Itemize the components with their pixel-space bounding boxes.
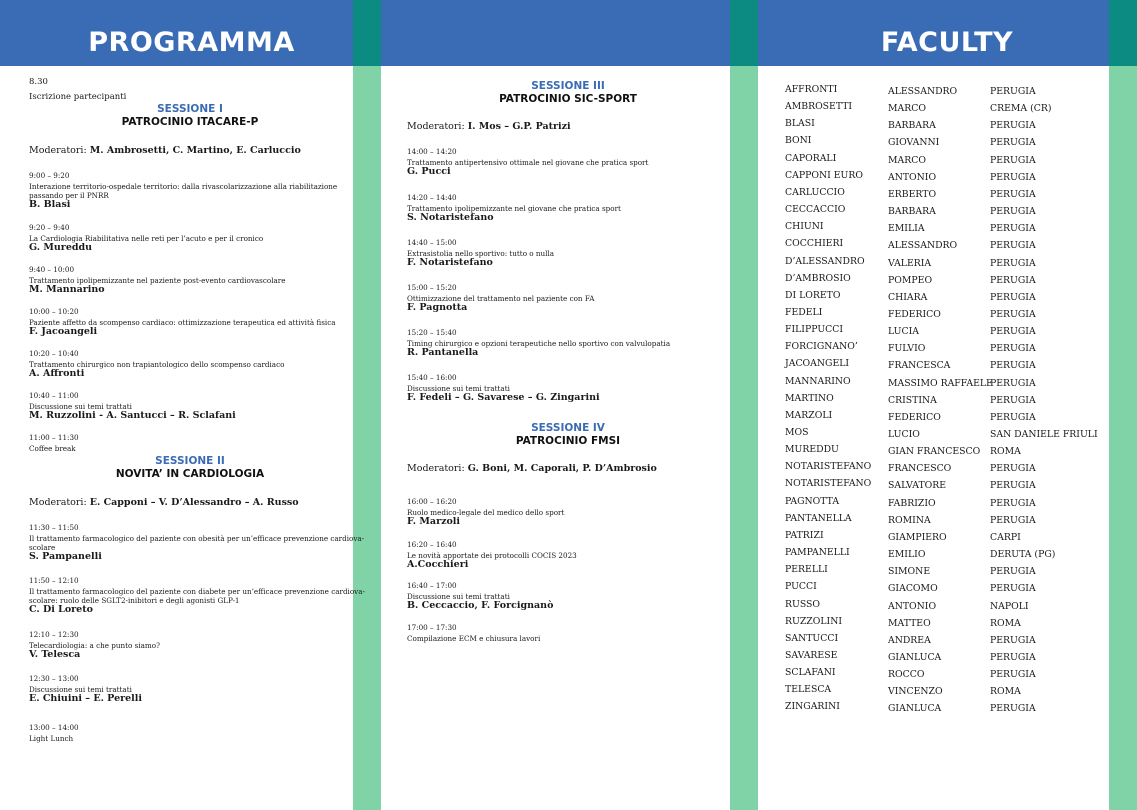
session-item-time: 11:30 – 11:50 — [29, 523, 79, 532]
session-item-time: 12:30 – 13:00 — [29, 674, 79, 683]
faculty-city: PERUGIA — [990, 120, 1036, 132]
faculty-surname: CAPORALI — [785, 152, 837, 164]
session-item-title: Telecardiologia: a che punto siamo? — [29, 641, 160, 650]
faculty-city: DERUTA (PG) — [990, 549, 1056, 561]
faculty-city: SAN DANIELE FRIULI — [990, 429, 1098, 440]
session-item-speaker: F. Jacoangeli — [29, 326, 98, 337]
session-item-time: 15:40 – 16:00 — [407, 373, 457, 382]
session-2-title: SESSIONE II — [155, 455, 225, 467]
session-item-speaker: F. Notaristefano — [407, 257, 493, 268]
moderators-label: Moderatori: — [29, 145, 87, 156]
faculty-name: MARCO — [888, 154, 926, 166]
faculty-city: PERUGIA — [990, 308, 1036, 320]
faculty-name: SALVATORE — [888, 480, 947, 492]
faculty-name: LUCIO — [888, 429, 920, 440]
faculty-city: PERUGIA — [990, 669, 1036, 681]
faculty-surname: MOS — [785, 427, 809, 438]
faculty-name: FRANCESCA — [888, 360, 951, 372]
faculty-name: ERBERTO — [888, 188, 937, 200]
faculty-name: FABRIZIO — [888, 497, 936, 509]
session-item-time: 10:40 – 11:00 — [29, 391, 79, 400]
session-2-moderators — [29, 498, 299, 507]
faculty-name: MASSIMO RAFFAELE — [888, 377, 993, 389]
session-item-title: Coffee break — [29, 444, 76, 453]
session-item-time: 15:20 – 15:40 — [407, 328, 457, 337]
faculty-city: PERUGIA — [990, 566, 1036, 578]
session-item-time: 9:00 – 9:20 — [29, 171, 70, 180]
header-band-middle — [381, 0, 730, 66]
faculty-city: PERUGIA — [990, 343, 1036, 355]
session-item-speaker: F. Pagnotta — [407, 302, 468, 313]
programma-column — [29, 66, 365, 806]
faculty-city: PERUGIA — [990, 394, 1036, 406]
faculty-city: PERUGIA — [990, 377, 1036, 389]
moderators-label: Moderatori: — [407, 121, 465, 132]
faculty-surname: JACOANGELI — [785, 358, 850, 370]
session-item-speaker: G. Pucci — [407, 166, 451, 177]
session-1-subtitle: PATROCINIO ITACARE-P — [121, 116, 259, 128]
faculty-city: PERUGIA — [990, 206, 1036, 218]
faculty-name: ANTONIO — [888, 600, 937, 612]
session-item-title-cont: passando per il PNRR — [29, 191, 109, 200]
faculty-city: PERUGIA — [990, 411, 1036, 423]
session-item-speaker: M. Ruzzolini - A. Santucci – R. Sclafani — [29, 410, 236, 421]
session-item-time: 9:40 – 10:00 — [29, 265, 75, 274]
session-item-title: Interazione territorio-ospedale territorio: dalla rivascolarizzazione alla riabilitazione — [29, 182, 338, 191]
faculty-name: ANTONIO — [888, 171, 937, 183]
faculty-surname: PERELLI — [785, 564, 828, 576]
faculty-surname: CHIUNI — [785, 221, 824, 233]
faculty-city: PERUGIA — [990, 326, 1036, 338]
faculty-surname: AFFRONTI — [785, 84, 838, 95]
faculty-city: PERUGIA — [990, 514, 1036, 526]
session-1-moderators — [29, 146, 301, 155]
faculty-surname: BONI — [785, 135, 812, 147]
session-item-title: Le novità apportate dei protocolli COCIS 2023 — [407, 551, 577, 560]
session-item-title: Discussione sui temi trattati — [29, 685, 132, 694]
session-4-moderators — [407, 464, 657, 473]
faculty-surname: MARTINO — [785, 392, 834, 404]
faculty-city: PERUGIA — [990, 634, 1036, 646]
session-4-title: SESSIONE IV — [531, 422, 605, 434]
faculty-surname: PAGNOTTA — [785, 495, 840, 507]
faculty-surname: AMBROSETTI — [785, 101, 853, 113]
session-item-title: Ruolo medico-legale del medico dello sport — [407, 508, 565, 517]
faculty-surname: D’ALESSANDRO — [785, 255, 865, 267]
session-item-speaker: S. Pampanelli — [29, 551, 102, 562]
faculty-city: ROMA — [990, 686, 1021, 698]
header-teal-2 — [730, 0, 758, 66]
session-item-time: 9:20 – 9:40 — [29, 223, 70, 232]
faculty-surname: D’AMBROSIO — [785, 272, 851, 284]
faculty-surname: PAMPANELLI — [785, 547, 850, 559]
faculty-city: PERUGIA — [990, 703, 1036, 715]
faculty-city: PERUGIA — [990, 86, 1036, 97]
faculty-surname: FEDELI — [785, 306, 823, 318]
faculty-name: ROCCO — [888, 669, 925, 681]
afternoon-column — [407, 66, 729, 806]
moderators-names: E. Capponi – V. D’Alessandro – A. Russo — [89, 497, 299, 508]
faculty-name: VINCENZO — [888, 686, 943, 698]
session-item-title: Discussione sui temi trattati — [407, 384, 510, 393]
start-time: 8.30 — [29, 77, 48, 87]
faculty-surname: NOTARISTEFANO — [785, 461, 872, 473]
faculty-surname: PUCCI — [785, 581, 817, 593]
faculty-name: FEDERICO — [888, 411, 941, 423]
session-item-speaker: G. Mureddu — [29, 242, 93, 253]
faculty-city: PERUGIA — [990, 171, 1036, 183]
faculty-surname: MUREDDU — [785, 444, 839, 456]
faculty-city: PERUGIA — [990, 497, 1036, 509]
session-item-speaker: B. Blasi — [29, 199, 71, 210]
faculty-city: CARPI — [990, 531, 1021, 543]
faculty-surname: NOTARISTEFANO — [785, 478, 872, 490]
session-item-title: Trattamento ipolipemizzante nel paziente post-evento cardiovascolare — [29, 276, 286, 285]
faculty-surname: SAVARESE — [785, 649, 838, 661]
faculty-name: ALESSANDRO — [888, 240, 958, 252]
moderators-label: Moderatori: — [407, 463, 465, 474]
session-item-title: Trattamento chirurgico non trapiantologico dello scompenso cardiaco — [29, 360, 285, 369]
faculty-city: PERUGIA — [990, 223, 1036, 235]
faculty-name: MARCO — [888, 103, 926, 115]
moderators-names: I. Mos – G.P. Patrizi — [467, 121, 571, 132]
session-item-speaker: C. Di Loreto — [29, 604, 93, 615]
session-item-time: 14:00 – 14:20 — [407, 147, 457, 156]
divider-stripe-3 — [1109, 66, 1137, 810]
faculty-surname: ZINGARINI — [785, 701, 840, 713]
faculty-name: GIANLUCA — [888, 651, 942, 663]
session-item-speaker: S. Notaristefano — [407, 212, 494, 223]
session-item-title: Trattamento antipertensivo ottimale nel giovane che pratica sport — [407, 158, 649, 167]
faculty-surname: RUSSO — [785, 598, 821, 610]
moderators-names: M. Ambrosetti, C. Martino, E. Carluccio — [89, 145, 301, 156]
faculty-name: FEDERICO — [888, 308, 941, 320]
session-item-time: 14:20 – 14:40 — [407, 193, 457, 202]
faculty-name: ANDREA — [888, 634, 931, 646]
moderators-label: Moderatori: — [29, 497, 87, 508]
session-item-title: Trattamento ipolipemizzante nel giovane che pratica sport — [407, 204, 621, 213]
faculty-surname: TELESCA — [785, 684, 832, 696]
faculty-surname: SCLAFANI — [785, 667, 836, 679]
faculty-list — [785, 66, 1105, 806]
faculty-name: VALERIA — [888, 257, 932, 269]
faculty-city: CREMA (CR) — [990, 103, 1052, 115]
session-item-time: 11:50 – 12:10 — [29, 576, 79, 585]
faculty-surname: MARZOLI — [785, 409, 833, 421]
session-item-title-cont: scolare: ruolo delle SGLT2-inibitori e degli agonisti GLP-1 — [29, 596, 240, 605]
faculty-name: MATTEO — [888, 617, 931, 629]
faculty-name: FRANCESCO — [888, 463, 952, 475]
faculty-city: PERUGIA — [990, 360, 1036, 372]
divider-stripe-2 — [730, 66, 758, 810]
faculty-city: PERUGIA — [990, 137, 1036, 149]
session-item-time: 16:40 – 17:00 — [407, 581, 457, 590]
faculty-surname: BLASI — [785, 118, 815, 130]
session-item-time: 16:00 – 16:20 — [407, 497, 457, 506]
session-item-speaker: A.Cocchieri — [407, 559, 469, 570]
faculty-city: NAPOLI — [990, 600, 1029, 612]
divider-stripe-1 — [353, 66, 381, 810]
faculty-name: EMILIA — [888, 223, 925, 235]
session-item-time: 10:00 – 10:20 — [29, 307, 79, 316]
session-3-moderators — [407, 122, 571, 131]
faculty-name: CHIARA — [888, 291, 928, 303]
moderators-names: G. Boni, M. Caporali, P. D’Ambrosio — [467, 463, 657, 474]
session-item-title: Extrasistolia nello sportivo: tutto o nulla — [407, 249, 555, 258]
session-item-time: 17:00 – 17:30 — [407, 623, 457, 632]
session-2-subtitle: NOVITA’ IN CARDIOLOGIA — [115, 468, 265, 480]
faculty-city: ROMA — [990, 446, 1021, 458]
session-item-time: 14:40 – 15:00 — [407, 238, 457, 247]
session-item-time: 16:20 – 16:40 — [407, 540, 457, 549]
faculty-surname: PATRIZI — [785, 529, 824, 541]
session-item-title: Ottimizzazione del trattamento nel paziente con FA — [407, 294, 595, 303]
faculty-surname: SANTUCCI — [785, 632, 839, 644]
session-item-title-cont: scolare — [29, 543, 56, 552]
session-item-speaker: V. Telesca — [29, 649, 81, 660]
session-item-speaker: F. Fedeli – G. Savarese – G. Zingarini — [407, 392, 600, 403]
session-item-time: 12:10 – 12:30 — [29, 630, 79, 639]
session-item-title: Discussione sui temi trattati — [29, 402, 132, 411]
session-item-title: Discussione sui temi trattati — [407, 592, 510, 601]
faculty-city: PERUGIA — [990, 583, 1036, 595]
session-3-subtitle: PATROCINIO SIC-SPORT — [499, 93, 637, 105]
faculty-surname: PANTANELLA — [785, 512, 852, 524]
faculty-surname: FILIPPUCCI — [785, 324, 844, 336]
faculty-name: LUCIA — [888, 326, 920, 338]
faculty-city: PERUGIA — [990, 651, 1036, 663]
faculty-surname: RUZZOLINI — [785, 615, 843, 627]
faculty-name: GIANLUCA — [888, 703, 942, 715]
faculty-surname: COCCHIERI — [785, 238, 844, 250]
faculty-name: CRISTINA — [888, 394, 937, 406]
faculty-city: PERUGIA — [990, 274, 1036, 286]
start-label: Iscrizione partecipanti — [29, 92, 127, 102]
faculty-surname: FORCIGNANO’ — [785, 341, 858, 353]
session-item-title: Paziente affetto da scompenso cardiaco: ottimizzazione terapeutica ed attività fisica — [29, 318, 336, 327]
faculty-surname: CARLUCCIO — [785, 186, 845, 198]
session-1-title: SESSIONE I — [157, 103, 223, 115]
faculty-name: ALESSANDRO — [888, 86, 958, 97]
session-item-speaker: R. Pantanella — [407, 347, 479, 358]
faculty-name: GIACOMO — [888, 583, 938, 595]
session-item-title: Il trattamento farmacologico del paziente con diabete per un’efficace prevenzione cardiova- — [29, 587, 365, 596]
faculty-city: PERUGIA — [990, 257, 1036, 269]
faculty-name: GIAMPIERO — [888, 531, 947, 543]
session-item-time: 13:00 – 14:00 — [29, 723, 79, 732]
faculty-city: PERUGIA — [990, 480, 1036, 492]
faculty-surname: CAPPONI EURO — [785, 169, 863, 181]
programma-title: PROGRAMMA — [88, 27, 295, 58]
faculty-title: FACULTY — [880, 27, 1014, 58]
faculty-name: BARBARA — [888, 206, 936, 218]
session-item-speaker: E. Chiuini – E. Perelli — [29, 693, 142, 704]
faculty-city: PERUGIA — [990, 188, 1036, 200]
session-item-title: Compilazione ECM e chiusura lavori — [407, 634, 541, 643]
session-item-time: 11:00 – 11:30 — [29, 433, 79, 442]
session-item-speaker: F. Marzoli — [407, 516, 461, 527]
session-item-title: La Cardiologia Riabilitativa nelle reti per l’acuto e per il cronico — [29, 234, 264, 243]
session-item-time: 10:20 – 10:40 — [29, 349, 79, 358]
session-item-speaker: B. Ceccaccio, F. Forcignanò — [407, 600, 554, 611]
faculty-name: ROMINA — [888, 514, 931, 526]
faculty-name: POMPEO — [888, 274, 933, 286]
faculty-name: EMILIO — [888, 549, 926, 561]
session-item-title: Timing chirurgico e opzioni terapeutiche nello sportivo con valvulopatia — [407, 339, 671, 348]
faculty-surname: DI LORETO — [785, 289, 841, 301]
session-item-time: 15:00 – 15:20 — [407, 283, 457, 292]
faculty-name: GIAN FRANCESCO — [888, 446, 981, 458]
faculty-surname: MANNARINO — [785, 375, 851, 387]
faculty-name: GIOVANNI — [888, 137, 940, 149]
session-4-subtitle: PATROCINIO FMSI — [515, 435, 621, 447]
faculty-city: ROMA — [990, 617, 1021, 629]
faculty-surname: CECCACCIO — [785, 204, 846, 216]
session-item-speaker: A. Affronti — [29, 368, 85, 379]
faculty-city: PERUGIA — [990, 291, 1036, 303]
faculty-name: FULVIO — [888, 343, 926, 355]
faculty-city: PERUGIA — [990, 240, 1036, 252]
faculty-name: SIMONE — [888, 566, 931, 578]
session-item-title: Il trattamento farmacologico del paziente con obesità per un’efficace prevenzione cardiova- — [29, 534, 365, 543]
session-3-title: SESSIONE III — [531, 80, 605, 92]
session-item-speaker: M. Mannarino — [29, 284, 105, 295]
faculty-city: PERUGIA — [990, 463, 1036, 475]
faculty-name: BARBARA — [888, 120, 936, 132]
faculty-city: PERUGIA — [990, 154, 1036, 166]
session-item-title: Light Lunch — [29, 734, 74, 743]
